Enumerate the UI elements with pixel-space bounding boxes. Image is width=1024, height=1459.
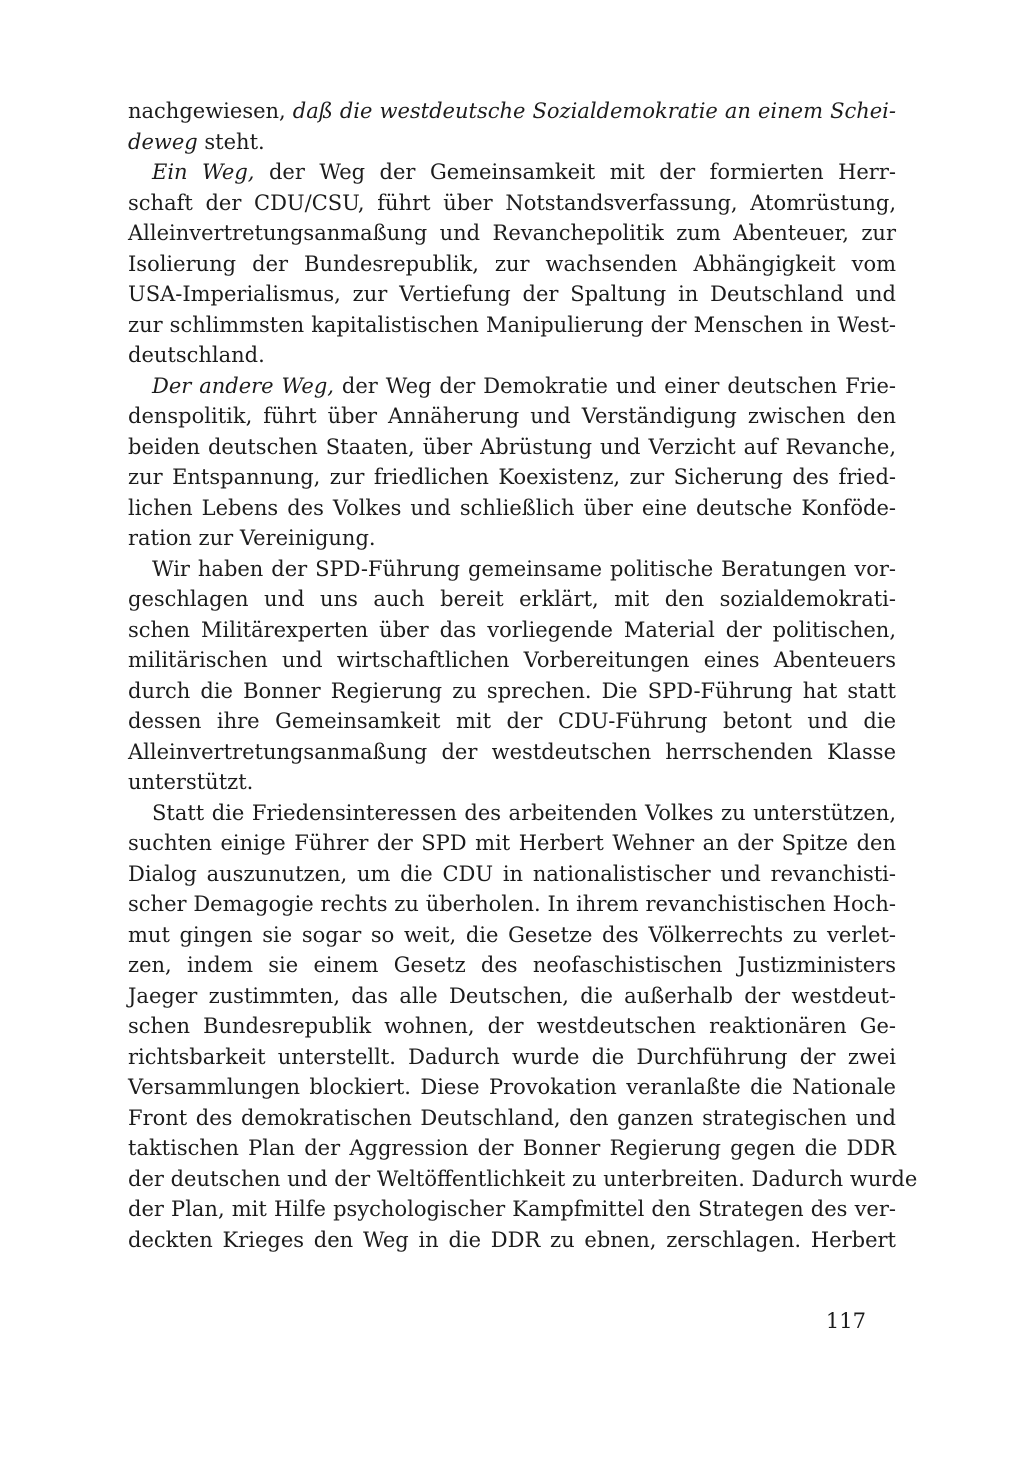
text-line [128, 981, 896, 1012]
text-line [128, 188, 896, 219]
text-line [128, 1072, 896, 1103]
text-segment: Dialog auszunutzen, um die CDU in nationalistischer und revanchisti- [128, 861, 896, 886]
text-line [128, 737, 896, 768]
text-segment: USA-Imperialismus, zur Vertiefung der Spaltung in Deutschland und [128, 282, 896, 306]
text-segment: deckten Krieges den Weg in die DDR zu ebnen, zerschlagen. Herbert [128, 1227, 896, 1252]
italic-text: Ein Weg, [152, 160, 255, 184]
text-segment: geschlagen und uns auch bereit erklärt, mit den sozialdemokrati- [128, 587, 896, 611]
text-segment: Statt die Friedensinteressen des arbeitenden Volkes zu unterstützen, [152, 800, 896, 825]
text-segment: durch die Bonner Regierung zu sprechen. Die SPD-Führung hat statt [128, 678, 896, 703]
text-line [128, 279, 896, 310]
text-segment: Jaeger zustimmten, das alle Deutschen, die außerhalb der westdeut- [128, 983, 896, 1008]
text-line [128, 157, 896, 188]
text-segment: militärischen und wirtschaftlichen Vorbereitungen eines Abenteuers [128, 648, 896, 672]
text-line [128, 493, 896, 524]
text-segment: der Weg der Demokratie und einer deutschen Frie- [333, 373, 896, 398]
text-segment: zur schlimmsten kapitalistischen Manipulierung der Menschen in West- [128, 312, 896, 337]
text-segment: deutschland. [128, 343, 265, 367]
text-segment: lichen Lebens des Volkes und schließlich über eine deutsche Konföde- [128, 495, 896, 520]
text-line [128, 920, 896, 951]
text-line [128, 310, 896, 341]
body-text [128, 96, 918, 1255]
text-line [128, 462, 896, 493]
text-line [128, 249, 896, 280]
text-line [128, 645, 896, 676]
text-segment: Alleinvertretungsanmaßung der westdeutschen herrschenden Klasse [128, 739, 896, 764]
text-line [128, 1225, 896, 1256]
italic-text: Der andere Weg, [152, 373, 334, 398]
text-segment: der deutschen und der Weltöffentlichkeit zu unterbreiten. Dadurch wurde [128, 1166, 918, 1191]
text-line [128, 1194, 896, 1225]
italic-text: deweg [128, 129, 198, 154]
text-line [128, 859, 896, 890]
text-segment: der Plan, mit Hilfe psychologischer Kampfmittel den Strategen des ver- [128, 1197, 896, 1221]
text-line [128, 767, 896, 798]
text-segment: Versammlungen blockiert. Diese Provokation veranlaßte die Nationale [128, 1075, 896, 1099]
text-line [128, 401, 896, 432]
text-segment: schen Bundesrepublik wohnen, der westdeutschen reaktionären Ge- [128, 1014, 896, 1038]
text-line [128, 218, 896, 249]
text-line [128, 96, 896, 127]
text-line [128, 432, 896, 463]
text-segment: schaft der CDU/CSU, führt über Notstandsverfassung, Atomrüstung, [128, 190, 896, 215]
text-segment: schen Militärexperten über das vorliegende Material der politischen, [128, 617, 896, 642]
text-segment: zen, indem sie einem Gesetz des neofaschistischen Justizministers [128, 953, 896, 977]
text-line [128, 950, 896, 981]
text-segment: der Weg der Gemeinsamkeit mit der formierten Herr- [254, 160, 896, 184]
text-line [128, 1164, 918, 1195]
text-line [128, 828, 896, 859]
text-segment: ration zur Vereinigung. [128, 526, 376, 550]
italic-text: daß die westdeutsche Sozialdemokratie an einem Schei- [292, 99, 896, 123]
text-line [128, 1103, 896, 1134]
text-line [128, 340, 896, 371]
text-segment: beiden deutschen Staaten, über Abrüstung und Verzicht auf Revanche, [128, 434, 896, 459]
text-line [128, 1011, 896, 1042]
text-segment: steht. [197, 129, 265, 154]
text-segment: mut gingen sie sogar so weit, die Gesetze des Völkerrechts zu verlet- [128, 922, 896, 947]
text-segment: taktischen Plan der Aggression der Bonner Regierung gegen die DDR [128, 1136, 896, 1160]
text-segment: nachgewiesen, [128, 99, 293, 123]
text-segment: Wir haben der SPD-Führung gemeinsame politische Beratungen vor- [152, 556, 896, 581]
text-line [128, 554, 896, 585]
text-segment: Front des demokratischen Deutschland, den ganzen strategischen und [128, 1105, 896, 1130]
text-segment: denspolitik, führt über Annäherung und Verständigung zwischen den [128, 404, 896, 428]
text-segment: Isolierung der Bundesrepublik, zur wachsenden Abhängigkeit vom [128, 251, 896, 276]
text-line [128, 798, 896, 829]
text-segment: Alleinvertretungsanmaßung und Revanchepolitik zum Abenteuer, zur [128, 221, 896, 245]
text-segment: unterstützt. [128, 770, 254, 794]
text-line [128, 523, 896, 554]
text-segment: scher Demagogie rechts zu überholen. In ihrem revanchistischen Hoch- [128, 892, 896, 916]
text-line [128, 706, 896, 737]
text-line [128, 584, 896, 615]
text-line [128, 127, 896, 158]
text-segment: zur Entspannung, zur friedlichen Koexistenz, zur Sicherung des fried- [128, 465, 896, 489]
text-line [128, 615, 896, 646]
text-segment: richtsbarkeit unterstellt. Dadurch wurde die Durchführung der zwei [128, 1044, 896, 1069]
page-number: 117 [825, 1309, 866, 1333]
text-line [128, 371, 896, 402]
text-line [128, 1133, 896, 1164]
text-line [128, 1042, 896, 1073]
text-segment: suchten einige Führer der SPD mit Herbert Wehner an der Spitze den [128, 831, 896, 855]
text-line [128, 676, 896, 707]
text-segment: dessen ihre Gemeinsamkeit mit der CDU-Führung betont und die [128, 709, 896, 733]
text-line [128, 889, 896, 920]
